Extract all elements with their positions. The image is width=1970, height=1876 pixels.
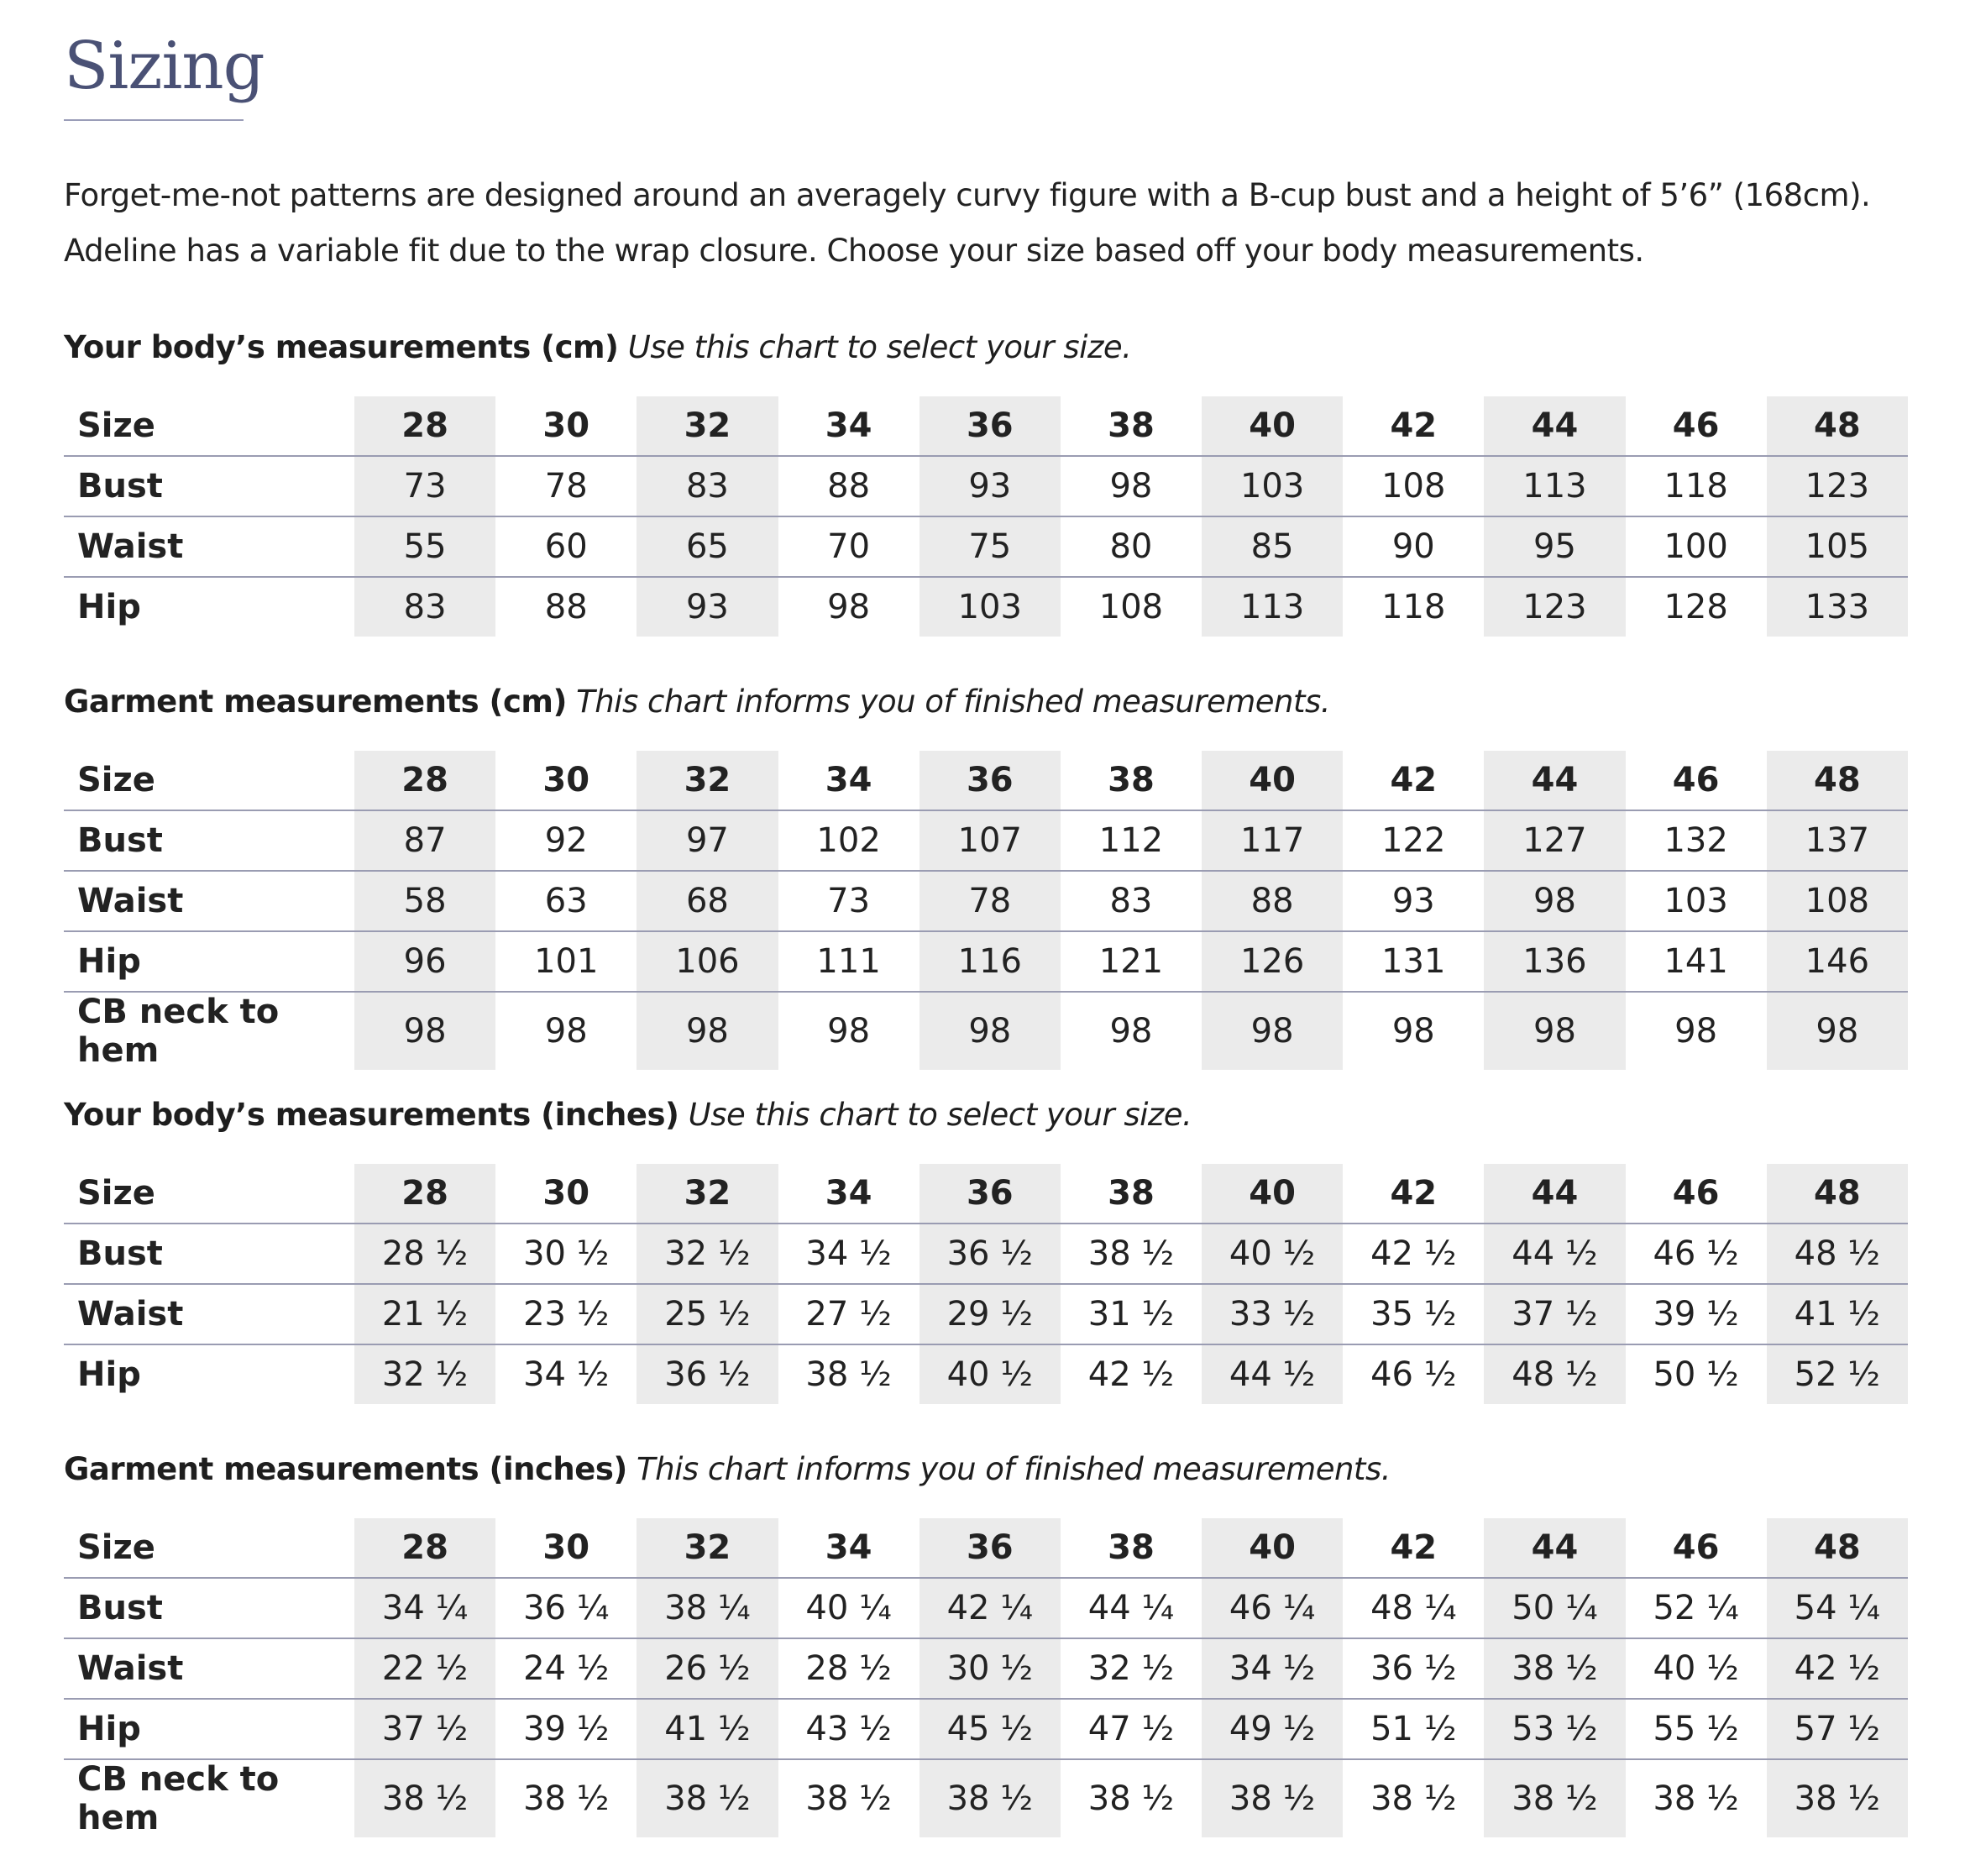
measurement-cell: 46 ¼: [1202, 1578, 1343, 1638]
size-header-cell: 34: [778, 751, 920, 810]
measurement-cell: 63: [495, 871, 637, 931]
measurement-cell: 98: [1202, 992, 1343, 1070]
measurement-cell: 42 ½: [1087, 1355, 1175, 1394]
measurement-cell: 133: [1767, 577, 1908, 637]
sizing-page: [64, 29, 1911, 1837]
measurement-cell: 45 ½: [920, 1699, 1061, 1759]
measurement-cell: 118: [1381, 588, 1446, 626]
measurement-cell: 55: [354, 516, 495, 577]
measurement-cell: 126: [1202, 931, 1343, 992]
measurement-cell: 54 ¼: [1767, 1578, 1908, 1638]
garment-cm-table: [64, 751, 1908, 1070]
measurement-cell: 68: [637, 871, 778, 931]
size-header-cell: 32: [637, 751, 778, 810]
table-row: [64, 516, 1908, 577]
size-header-cell: 36: [920, 1518, 1061, 1578]
section-heading: [64, 1097, 1911, 1134]
measurement-cell: 41 ½: [1767, 1284, 1908, 1344]
measurement-cell: 88: [778, 456, 920, 516]
page-title: Sizing: [64, 29, 265, 104]
table-row: [64, 577, 1908, 637]
measurement-cell: 65: [637, 516, 778, 577]
size-header-cell: 30: [495, 1164, 637, 1224]
size-header-cell: 40: [1202, 1164, 1343, 1224]
row-label: Waist: [64, 516, 354, 577]
size-header-cell: 38: [1061, 1164, 1202, 1224]
measurement-cell: 98: [1484, 871, 1625, 931]
measurement-cell: 38 ½: [805, 1355, 892, 1394]
size-header-cell: 36: [920, 1164, 1061, 1224]
garment-inches-section: [64, 1451, 1911, 1837]
row-label: Size: [64, 751, 354, 810]
measurement-cell: 92: [495, 810, 637, 871]
section-heading-title: Garment measurements (cm): [64, 684, 567, 720]
measurement-cell: 95: [1484, 516, 1625, 577]
row-label: Waist: [64, 871, 354, 931]
section-heading-title: Your body’s measurements (inches): [64, 1097, 679, 1133]
measurement-cell: 118: [1626, 456, 1767, 516]
measurement-cell: 98: [1767, 992, 1908, 1070]
measurement-cell: 123: [1484, 577, 1625, 637]
measurement-cell: 32 ½: [354, 1344, 495, 1404]
size-header-cell: 30: [495, 1518, 637, 1578]
measurement-cell: 36 ½: [920, 1224, 1061, 1284]
measurement-cell: 103: [920, 577, 1061, 637]
measurement-cell: 128: [1663, 588, 1728, 626]
measurement-cell: 32 ½: [637, 1224, 778, 1284]
section-heading-note: This chart informs you of finished measurements.: [576, 684, 1331, 720]
measurement-cell: 98: [637, 992, 778, 1070]
measurement-cell: 98: [827, 588, 871, 626]
table-row: [64, 931, 1908, 992]
size-header-cell: 34: [778, 1518, 920, 1578]
body-cm-table: [64, 396, 1908, 637]
measurement-cell: 113: [1484, 456, 1625, 516]
measurement-cell: 38 ½: [1767, 1759, 1908, 1837]
measurement-cell: 44 ¼: [1061, 1578, 1202, 1638]
size-header-cell: 46: [1626, 1518, 1767, 1578]
size-header-cell: 28: [354, 751, 495, 810]
measurement-cell: 87: [354, 810, 495, 871]
measurement-cell: 146: [1767, 931, 1908, 992]
row-label: Size: [64, 1518, 354, 1578]
measurement-cell: 98: [1109, 1012, 1153, 1051]
row-label: Size: [64, 1164, 354, 1224]
measurement-cell: 98: [1061, 456, 1202, 516]
measurement-cell: 122: [1343, 810, 1484, 871]
size-header-cell: 48: [1767, 751, 1908, 810]
measurement-cell: 98: [827, 1012, 871, 1051]
measurement-cell: 116: [920, 931, 1061, 992]
measurement-cell: 38 ½: [920, 1759, 1061, 1837]
measurement-cell: 112: [1061, 810, 1202, 871]
table-row: [64, 992, 1908, 1070]
measurement-cell: 106: [637, 931, 778, 992]
size-header-cell: 44: [1484, 1518, 1625, 1578]
table-row: [64, 456, 1908, 516]
measurement-cell: 52 ¼: [1626, 1578, 1767, 1638]
size-header-cell: 40: [1202, 751, 1343, 810]
measurement-cell: 36 ½: [637, 1344, 778, 1404]
size-header-row: [64, 751, 1908, 810]
size-header-cell: 44: [1484, 1164, 1625, 1224]
measurement-cell: 36 ¼: [495, 1578, 637, 1638]
measurement-cell: 132: [1626, 810, 1767, 871]
title-underline: [64, 119, 244, 121]
measurement-cell: 38 ½: [1653, 1779, 1739, 1818]
measurement-cell: 30 ½: [920, 1638, 1061, 1699]
measurement-cell: 34 ½: [1202, 1638, 1343, 1699]
size-header-cell: 42: [1343, 396, 1484, 456]
measurement-cell: 55 ½: [1626, 1699, 1767, 1759]
measurement-cell: 136: [1484, 931, 1625, 992]
size-header-cell: 28: [354, 1518, 495, 1578]
measurement-cell: 24 ½: [495, 1638, 637, 1699]
measurement-cell: 121: [1061, 931, 1202, 992]
size-header-cell: 32: [637, 1164, 778, 1224]
measurement-cell: 35 ½: [1343, 1284, 1484, 1344]
row-label: Waist: [64, 1284, 354, 1344]
size-header-row: [64, 396, 1908, 456]
measurement-cell: 38 ½: [805, 1779, 892, 1818]
size-header-cell: 32: [637, 396, 778, 456]
table-row: [64, 1284, 1908, 1344]
measurement-cell: 117: [1202, 810, 1343, 871]
measurement-cell: 39 ½: [495, 1699, 637, 1759]
table-row: [64, 810, 1908, 871]
measurement-cell: 75: [920, 516, 1061, 577]
size-header-cell: 38: [1061, 751, 1202, 810]
size-header-cell: 32: [637, 1518, 778, 1578]
measurement-cell: 40 ½: [1202, 1224, 1343, 1284]
body-inches-section: [64, 1097, 1911, 1404]
measurement-cell: 98: [920, 992, 1061, 1070]
measurement-cell: 100: [1626, 516, 1767, 577]
size-header-cell: 42: [1343, 1164, 1484, 1224]
section-heading-title: Garment measurements (inches): [64, 1451, 627, 1487]
measurement-cell: 37 ½: [354, 1699, 495, 1759]
measurement-cell: 48 ½: [1484, 1344, 1625, 1404]
measurement-cell: 38 ½: [637, 1759, 778, 1837]
measurement-cell: 41 ½: [637, 1699, 778, 1759]
measurement-cell: 93: [1343, 871, 1484, 931]
measurement-cell: 28 ½: [778, 1638, 920, 1699]
row-label: Hip: [77, 1355, 141, 1394]
intro-paragraph: Forget-me-not patterns are designed around an averagely curvy figure with a B-cup bust and a height of 5’6” (168cm). Adeline has a variable fit due to the wrap closure. Choose your size based off your body measurements.: [64, 177, 1871, 269]
measurement-cell: 42 ½: [1343, 1224, 1484, 1284]
measurement-cell: 34 ½: [778, 1224, 920, 1284]
measurement-cell: 38 ½: [1484, 1759, 1625, 1837]
measurement-cell: 38 ½: [1087, 1779, 1175, 1818]
size-header-cell: 38: [1061, 396, 1202, 456]
measurement-cell: 107: [920, 810, 1061, 871]
row-label: CB neck to hem: [77, 1760, 280, 1837]
section-heading-note: Use this chart to select your size.: [688, 1097, 1192, 1133]
size-header-row: [64, 1518, 1908, 1578]
measurement-cell: 73: [354, 456, 495, 516]
size-header-cell: 38: [1061, 1518, 1202, 1578]
measurement-cell: 141: [1626, 931, 1767, 992]
measurement-cell: 131: [1343, 931, 1484, 992]
measurement-cell: 26 ½: [637, 1638, 778, 1699]
table-row: [64, 1638, 1908, 1699]
measurement-cell: 123: [1767, 456, 1908, 516]
measurement-cell: 88: [544, 588, 588, 626]
table-row: [64, 1759, 1908, 1837]
measurement-cell: 34 ¼: [354, 1578, 495, 1638]
measurement-cell: 93: [920, 456, 1061, 516]
measurement-cell: 97: [637, 810, 778, 871]
measurement-cell: 70: [778, 516, 920, 577]
measurement-cell: 108: [1343, 456, 1484, 516]
measurement-cell: 31 ½: [1061, 1284, 1202, 1344]
size-header-cell: 46: [1626, 396, 1767, 456]
measurement-cell: 98: [1391, 1012, 1435, 1051]
measurement-cell: 98: [544, 1012, 588, 1051]
measurement-cell: 103: [1626, 871, 1767, 931]
measurement-cell: 38 ½: [1484, 1638, 1625, 1699]
table-row: [64, 871, 1908, 931]
measurement-cell: 42 ¼: [920, 1578, 1061, 1638]
measurement-cell: 58: [354, 871, 495, 931]
size-header-cell: 36: [920, 751, 1061, 810]
measurement-cell: 25 ½: [637, 1284, 778, 1344]
measurement-cell: 98: [354, 992, 495, 1070]
measurement-cell: 105: [1767, 516, 1908, 577]
measurement-cell: 60: [495, 516, 637, 577]
measurement-cell: 108: [1098, 588, 1164, 626]
garment-inches-table: [64, 1518, 1908, 1837]
measurement-cell: 38 ½: [523, 1779, 610, 1818]
measurement-cell: 57 ½: [1767, 1699, 1908, 1759]
table-row: [64, 1224, 1908, 1284]
size-header-cell: 48: [1767, 1164, 1908, 1224]
measurement-cell: 28 ½: [354, 1224, 495, 1284]
size-header-cell: 46: [1626, 751, 1767, 810]
measurement-cell: 27 ½: [778, 1284, 920, 1344]
table-row: [64, 1699, 1908, 1759]
measurement-cell: 51 ½: [1343, 1699, 1484, 1759]
garment-cm-section: [64, 684, 1911, 1070]
section-heading: [64, 684, 1911, 721]
measurement-cell: 29 ½: [920, 1284, 1061, 1344]
measurement-cell: 137: [1767, 810, 1908, 871]
measurement-cell: 50 ½: [1653, 1355, 1739, 1394]
measurement-cell: 78: [920, 871, 1061, 931]
measurement-cell: 38 ¼: [637, 1578, 778, 1638]
measurement-cell: 40 ¼: [778, 1578, 920, 1638]
size-header-cell: 44: [1484, 396, 1625, 456]
measurement-cell: 101: [495, 931, 637, 992]
size-header-cell: 42: [1343, 1518, 1484, 1578]
measurement-cell: 46 ½: [1626, 1224, 1767, 1284]
measurement-cell: 21 ½: [354, 1284, 495, 1344]
size-header-cell: 28: [354, 1164, 495, 1224]
measurement-cell: 102: [778, 810, 920, 871]
measurement-cell: 30 ½: [495, 1224, 637, 1284]
measurement-cell: 96: [354, 931, 495, 992]
measurement-cell: 36 ½: [1343, 1638, 1484, 1699]
measurement-cell: 48 ¼: [1343, 1578, 1484, 1638]
measurement-cell: 93: [637, 577, 778, 637]
measurement-cell: 48 ½: [1767, 1224, 1908, 1284]
measurement-cell: 98: [1484, 992, 1625, 1070]
size-header-cell: 36: [920, 396, 1061, 456]
size-header-cell: 40: [1202, 1518, 1343, 1578]
measurement-cell: 50 ¼: [1484, 1578, 1625, 1638]
measurement-cell: 44 ½: [1202, 1344, 1343, 1404]
row-label: Hip: [64, 1699, 354, 1759]
size-header-cell: 42: [1343, 751, 1484, 810]
section-heading-title: Your body’s measurements (cm): [64, 329, 619, 365]
size-header-cell: 30: [495, 396, 637, 456]
section-heading-note: This chart informs you of finished measurements.: [637, 1451, 1391, 1487]
measurement-cell: 80: [1061, 516, 1202, 577]
row-label: Waist: [64, 1638, 354, 1699]
measurement-cell: 44 ½: [1484, 1224, 1625, 1284]
measurement-cell: 98: [1674, 1012, 1718, 1051]
table-row: [64, 1578, 1908, 1638]
measurement-cell: 103: [1202, 456, 1343, 516]
size-header-row: [64, 1164, 1908, 1224]
size-header-cell: 48: [1767, 1518, 1908, 1578]
size-header-cell: 30: [495, 751, 637, 810]
row-label: Hip: [64, 931, 354, 992]
size-header-cell: 46: [1626, 1164, 1767, 1224]
measurement-cell: 39 ½: [1626, 1284, 1767, 1344]
measurement-cell: 38 ½: [1202, 1759, 1343, 1837]
measurement-cell: 22 ½: [354, 1638, 495, 1699]
measurement-cell: 88: [1202, 871, 1343, 931]
section-heading: [64, 329, 1911, 366]
row-label: Bust: [64, 1224, 354, 1284]
body-inches-table: [64, 1164, 1908, 1404]
row-label: Bust: [64, 810, 354, 871]
size-header-cell: 34: [778, 396, 920, 456]
measurement-cell: 43 ½: [778, 1699, 920, 1759]
measurement-cell: 37 ½: [1484, 1284, 1625, 1344]
measurement-cell: 38 ½: [1370, 1779, 1457, 1818]
measurement-cell: 83: [1061, 871, 1202, 931]
measurement-cell: 34 ½: [523, 1355, 610, 1394]
measurement-cell: 108: [1767, 871, 1908, 931]
measurement-cell: 47 ½: [1061, 1699, 1202, 1759]
measurement-cell: 78: [495, 456, 637, 516]
measurement-cell: 111: [778, 931, 920, 992]
measurement-cell: 42 ½: [1767, 1638, 1908, 1699]
measurement-cell: 127: [1484, 810, 1625, 871]
body-cm-section: [64, 329, 1911, 637]
measurement-cell: 53 ½: [1484, 1699, 1625, 1759]
row-label: Size: [64, 396, 354, 456]
row-label: Bust: [64, 456, 354, 516]
measurement-cell: 90: [1343, 516, 1484, 577]
measurement-cell: 49 ½: [1202, 1699, 1343, 1759]
section-heading-note: Use this chart to select your size.: [627, 329, 1132, 365]
measurement-cell: 46 ½: [1370, 1355, 1457, 1394]
measurement-cell: 38 ½: [354, 1759, 495, 1837]
row-label: Bust: [64, 1578, 354, 1638]
measurement-cell: 83: [354, 577, 495, 637]
row-label: Hip: [77, 588, 141, 626]
measurement-cell: 52 ½: [1767, 1344, 1908, 1404]
row-label: CB neck to hem: [77, 993, 280, 1070]
measurement-cell: 33 ½: [1202, 1284, 1343, 1344]
measurement-cell: 113: [1202, 577, 1343, 637]
measurement-cell: 40 ½: [1626, 1638, 1767, 1699]
measurement-cell: 38 ½: [1061, 1224, 1202, 1284]
size-header-cell: 34: [778, 1164, 920, 1224]
measurement-cell: 85: [1202, 516, 1343, 577]
measurement-cell: 73: [778, 871, 920, 931]
size-header-cell: 40: [1202, 396, 1343, 456]
measurement-cell: 32 ½: [1061, 1638, 1202, 1699]
measurement-cell: 83: [637, 456, 778, 516]
size-header-cell: 48: [1767, 396, 1908, 456]
measurement-cell: 40 ½: [920, 1344, 1061, 1404]
section-heading: [64, 1451, 1911, 1488]
table-row: [64, 1344, 1908, 1404]
size-header-cell: 44: [1484, 751, 1625, 810]
measurement-cell: 23 ½: [495, 1284, 637, 1344]
size-header-cell: 28: [354, 396, 495, 456]
